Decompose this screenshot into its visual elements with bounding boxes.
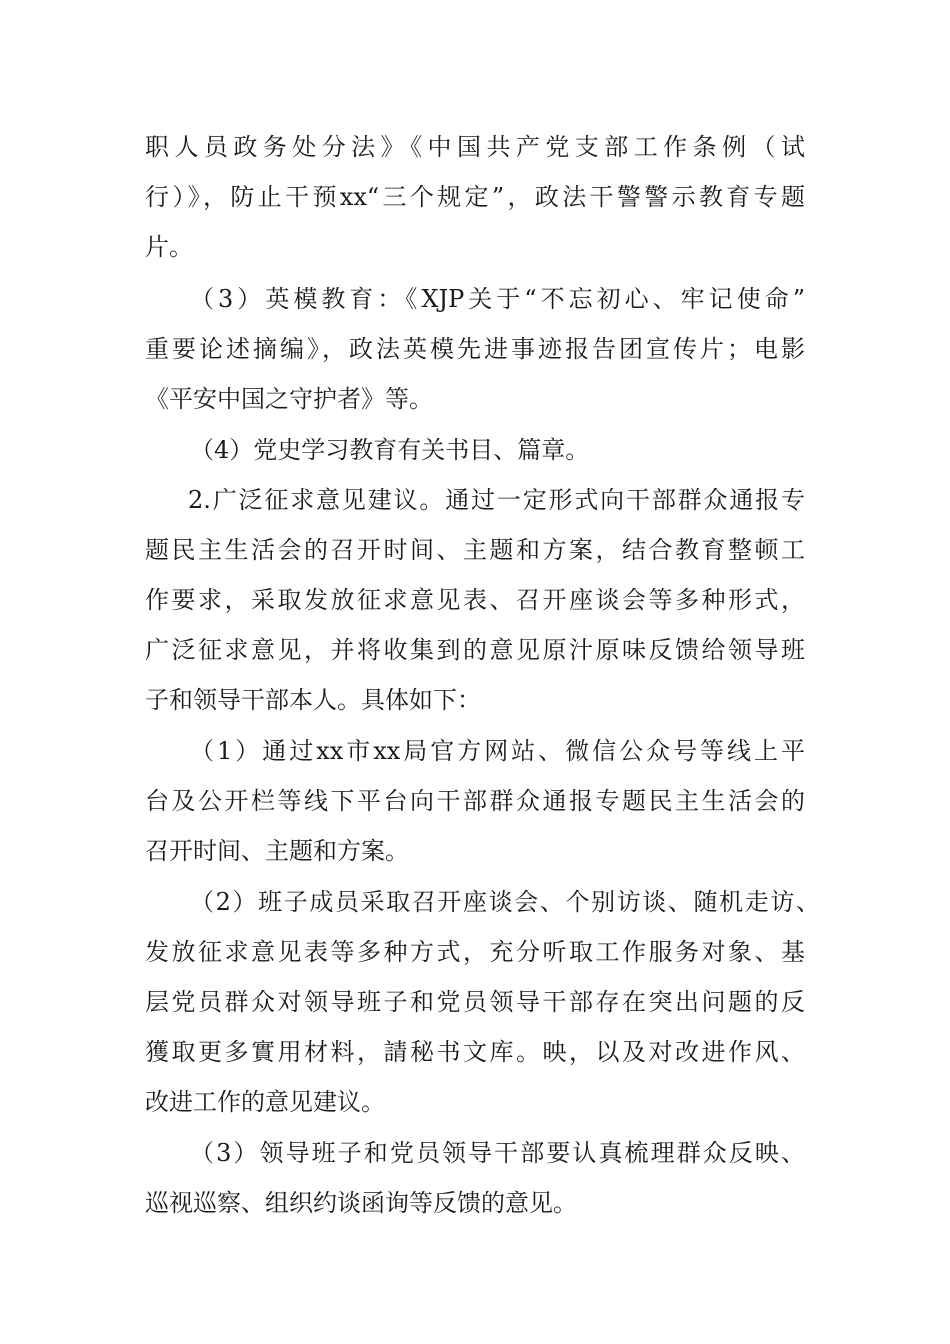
text-line: （3）领导班子和党员领导干部要认真梳理群众反映、 [190, 1139, 805, 1167]
text-line: （3）英模教育：《XJP关于“不忘初心、牢记使命” [190, 285, 805, 313]
text-line: 职人员政务处分法》《中国共产党支部工作条例（试 [145, 133, 805, 161]
text-line: （4）党史学习教育有关书目、篇章。 [190, 436, 590, 464]
text-line: 改进工作的意见建议。 [145, 1088, 385, 1116]
text-line: 层党员群众对领导班子和党员领导干部存在突出问题的反 [145, 988, 805, 1016]
text-line: 发放征求意见表等多种方式，充分听取工作服务对象、基 [145, 938, 805, 966]
text-line: 《平安中国之守护者》等。 [145, 385, 433, 413]
text-line: 台及公开栏等线下平台向干部群众通报专题民主生活会的 [145, 787, 805, 815]
text-line: 作要求，采取发放征求意见表、召开座谈会等多种形式， [145, 586, 805, 614]
text-line: 獲取更多實用材料，請秘书文库。映，以及对改进作风、 [145, 1038, 805, 1066]
text-line: 巡视巡察、组织约谈函询等反馈的意见。 [145, 1189, 577, 1217]
text-line: 重要论述摘编》，政法英模先进事迹报告团宣传片；电影 [145, 335, 805, 363]
text-line: （1）通过xx市xx局官方网站、微信公众号等线上平 [190, 737, 805, 765]
text-line: 子和领导干部本人。具体如下： [145, 686, 481, 714]
text-line: 召开时间、主题和方案。 [145, 837, 409, 865]
text-line: 题民主生活会的召开时间、主题和方案，结合教育整顿工 [145, 536, 805, 564]
text-line: 2.广泛征求意见建议。通过一定形式向干部群众通报专 [188, 486, 805, 514]
text-line: （2）班子成员采取召开座谈会、个别访谈、随机走访、 [190, 888, 820, 916]
text-line: 片。 [145, 233, 193, 261]
text-line: 广泛征求意见，并将收集到的意见原汁原味反馈给领导班 [145, 636, 805, 664]
text-line: 行）》，防止干预xx“三个规定”，政法干警警示教育专题 [145, 183, 805, 211]
